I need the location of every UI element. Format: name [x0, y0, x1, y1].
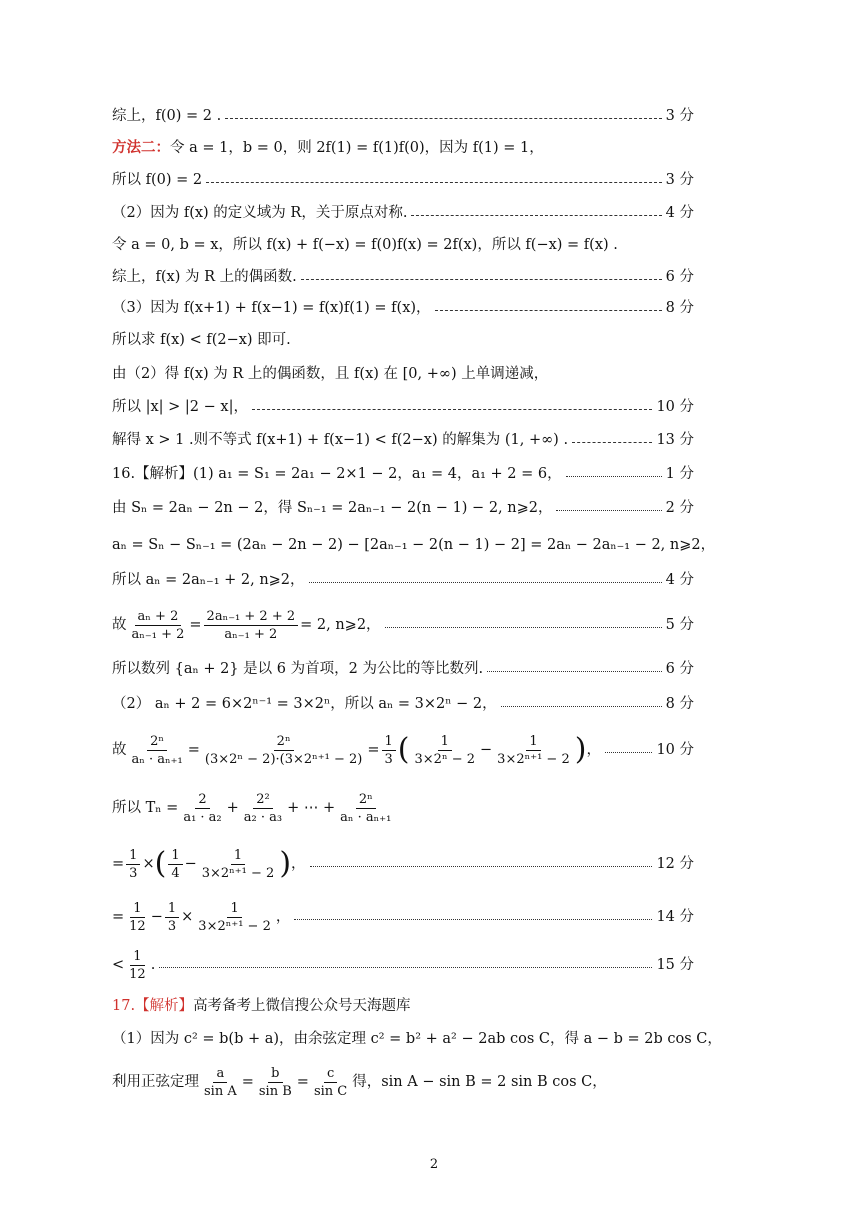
line-solution-set — [112, 430, 694, 450]
numerator: aₙ + 2 — [135, 608, 182, 626]
score-label: 8 分 — [665, 300, 694, 316]
line-prefix: 故 — [112, 617, 127, 633]
fraction — [494, 733, 573, 768]
times-sign: × — [142, 856, 155, 872]
comma: ， — [586, 742, 601, 758]
dot-leader — [310, 866, 653, 867]
numerator: 1 — [168, 847, 182, 865]
equals-sign: = — [296, 1074, 309, 1090]
line-text: 令 a = 0, b = x，所以 f(x) + f(−x) = f(0)f(x) = 2f(x)，所以 f(−x) = f(x) . — [112, 237, 618, 253]
line-text: 由（2）得 f(x) 为 R 上的偶函数，且 f(x) 在 [0, +∞) 上单调递减， — [112, 366, 549, 382]
dot-leader — [294, 919, 652, 920]
less-than-sign: < — [112, 957, 125, 973]
fraction — [201, 1065, 240, 1100]
line-an-difference — [112, 535, 716, 555]
score-label: 3 分 — [665, 108, 694, 124]
dot-leader — [159, 967, 652, 968]
numerator: 2ⁿ — [356, 791, 376, 809]
dot-leader — [309, 582, 662, 583]
left-paren: ( — [154, 846, 167, 881]
score-label: 4 分 — [665, 205, 694, 221]
denominator: sin C — [313, 1083, 348, 1099]
line-an-recurrence — [112, 570, 694, 590]
score-label: 2 分 — [665, 500, 694, 516]
numerator: a — [213, 1065, 227, 1083]
question-label: 17.【解析】 — [112, 998, 194, 1014]
line-text: 综上，f(0) = 2 . — [112, 108, 222, 124]
fraction — [180, 791, 224, 826]
line-prefix: 利用正弦定理 — [112, 1074, 199, 1090]
dot-leader — [487, 671, 662, 672]
line-text: 所以数列 {aₙ + 2} 是以 6 为首项，2 为公比的等比数列. — [112, 661, 484, 677]
numerator: 2aₙ₋₁ + 2 + 2 — [204, 608, 299, 626]
numerator: 1 — [526, 733, 540, 751]
numerator: c — [324, 1065, 337, 1083]
line-split-fraction — [112, 730, 694, 770]
fraction — [165, 900, 179, 935]
line-text: 综上，f(x) 为 R 上的偶函数. — [112, 269, 297, 285]
minus-sign: − — [184, 856, 197, 872]
denominator: 12 — [129, 918, 146, 934]
denominator: aₙ · aₙ₊₁ — [131, 751, 183, 767]
line-text: 所以 f(0) = 2 — [112, 172, 203, 188]
line-solve-inequality — [112, 330, 694, 350]
score-label: 10 分 — [656, 399, 694, 415]
dash-leader — [301, 279, 662, 280]
right-paren: ) — [574, 732, 587, 767]
denominator: sin B — [258, 1083, 292, 1099]
page-number: 2 — [429, 1157, 439, 1172]
period: . — [150, 957, 156, 973]
left-paren: ( — [397, 732, 410, 767]
line-sine-law — [112, 1062, 694, 1102]
numerator: 1 — [130, 900, 144, 918]
numerator: 1 — [438, 733, 452, 751]
equals-sign: = — [112, 909, 125, 925]
denominator: a₁ · a₂ — [183, 809, 222, 825]
fraction — [195, 900, 274, 935]
line-suffix: = 2, n⩾2， — [300, 617, 381, 633]
denominator: 3×2ⁿ⁺¹ − 2 — [201, 865, 275, 881]
line-even-function — [112, 267, 694, 287]
equals-sign: = — [187, 742, 200, 758]
fraction — [382, 733, 396, 768]
denominator: (3×2ⁿ − 2)·(3×2ⁿ⁺¹ − 2) — [204, 751, 363, 767]
fraction — [129, 733, 186, 768]
line-part2-an — [112, 694, 694, 714]
line-prefix: 故 — [112, 742, 127, 758]
fraction — [204, 608, 299, 643]
numerator: 2² — [253, 791, 272, 809]
dot-leader — [605, 752, 652, 753]
line-text: （3）因为 f(x+1) + f(x−1) = f(x)f(1) = f(x)， — [112, 300, 431, 316]
line-method-two — [112, 138, 694, 158]
score-label: 6 分 — [665, 269, 694, 285]
line-cosine-law — [112, 1029, 722, 1049]
denominator: sin A — [204, 1083, 237, 1099]
dash-leader — [411, 215, 661, 216]
dash-leader — [572, 442, 652, 443]
fraction — [126, 847, 140, 882]
score-label: 4 分 — [665, 572, 694, 588]
fraction — [168, 847, 182, 882]
dash-leader — [435, 310, 662, 311]
line-text: （2）因为 f(x) 的定义域为 R，关于原点对称. — [112, 205, 408, 221]
line-text: aₙ = Sₙ − Sₙ₋₁ = (2aₙ − 2n − 2) − [2aₙ₋₁ − 2(n − 1) − 2] = 2aₙ − 2aₙ₋₁ − 2, n⩾2， — [112, 537, 716, 553]
equals-sign: = — [112, 856, 125, 872]
dot-leader — [556, 510, 661, 511]
line-text: 高考备考上微信搜公众号天海题库 — [193, 998, 411, 1014]
denominator: 3×2ⁿ⁺¹ − 2 — [497, 751, 570, 767]
denominator: 3 — [167, 918, 177, 934]
right-paren: ) — [279, 846, 292, 881]
comma: ， — [275, 909, 291, 925]
denominator: aₙ₋₁ + 2 — [224, 626, 278, 642]
equals-sign: = — [241, 1074, 254, 1090]
numerator: b — [268, 1065, 282, 1083]
numerator: 2ⁿ — [274, 733, 294, 751]
line-domain — [112, 203, 694, 223]
denominator: 3 — [384, 751, 393, 767]
denominator: a₂ · a₃ — [243, 809, 283, 825]
fraction — [199, 847, 278, 882]
score-label: 5 分 — [665, 617, 694, 633]
dot-leader — [566, 476, 662, 477]
denominator: 3 — [129, 865, 138, 881]
line-text: 所以 |x| > |2 − x|， — [112, 399, 248, 415]
line-q17-header — [112, 996, 694, 1016]
numerator: 2 — [195, 791, 209, 809]
score-label: 3 分 — [665, 172, 694, 188]
method-label: 方法二： — [112, 139, 170, 156]
minus-sign: − — [150, 909, 163, 925]
score-label: 13 分 — [656, 432, 694, 448]
line-f0-equals-2 — [112, 170, 694, 190]
line-prefix: 所以 Tₙ = — [112, 800, 179, 816]
line-suffix: 得，sin A − sin B = 2 sin B cos C， — [352, 1074, 607, 1090]
denominator: 4 — [171, 865, 180, 881]
denominator: aₙ₋₁ + 2 — [131, 626, 185, 642]
dot-leader — [501, 706, 662, 707]
line-ratio — [112, 607, 694, 643]
dash-leader — [252, 409, 652, 410]
score-label: 15 分 — [656, 957, 694, 973]
line-text: 解得 x > 1 .则不等式 f(x+1) + f(x−1) < f(2−x) 的解集为 (1, +∞) . — [112, 432, 569, 448]
numerator: 1 — [231, 847, 245, 865]
score-label: 12 分 — [656, 856, 694, 872]
fraction — [126, 948, 149, 983]
ellipsis-sum: + ⋯ + — [287, 800, 336, 816]
line-monotonic — [112, 364, 694, 384]
fraction — [311, 1065, 350, 1100]
line-text: 16.【解析】(1) a₁ = S₁ = 2a₁ − 2×1 − 2，a₁ = 4，a₁ + 2 = 6， — [112, 466, 562, 482]
fraction — [241, 791, 285, 826]
equals-sign: = — [189, 617, 202, 633]
fraction — [202, 733, 365, 768]
comma: ， — [291, 856, 306, 872]
line-text: 由 Sₙ = 2aₙ − 2n − 2，得 Sₙ₋₁ = 2aₙ₋₁ − 2(n − 1) − 2, n⩾2， — [112, 500, 553, 516]
line-q16-part1 — [112, 464, 694, 484]
line-part3 — [112, 298, 694, 318]
dash-leader — [225, 118, 661, 119]
line-tn-simplified — [112, 897, 694, 937]
line-geometric-sequence — [112, 659, 694, 679]
score-label: 1 分 — [665, 466, 694, 482]
numerator: 1 — [126, 847, 140, 865]
line-conclusion-f0 — [112, 106, 694, 126]
fraction — [256, 1065, 295, 1100]
line-text: （1）因为 c² = b(b + a)，由余弦定理 c² = b² + a² − 2ab cos C，得 a − b = 2b cos C， — [112, 1031, 722, 1047]
denominator: 3×2ⁿ⁺¹ − 2 — [198, 918, 271, 934]
plus-sign: + — [226, 800, 239, 816]
denominator: 3×2ⁿ − 2 — [414, 751, 476, 767]
line-text: 令 a = 1，b = 0，则 2f(1) = f(1)f(0)，因为 f(1) = 1， — [170, 140, 544, 156]
score-label: 10 分 — [656, 742, 694, 758]
numerator: 1 — [130, 948, 144, 966]
minus-sign: − — [480, 742, 493, 758]
score-label: 14 分 — [656, 909, 694, 925]
times-sign: × — [181, 909, 194, 925]
dash-leader — [206, 182, 662, 183]
line-tn-bound — [112, 945, 694, 985]
line-tn-sum — [112, 788, 694, 828]
dot-leader — [385, 627, 662, 628]
score-label: 8 分 — [665, 696, 694, 712]
line-abs-inequality — [112, 397, 694, 417]
numerator: 2ⁿ — [147, 733, 167, 751]
line-tn-telescoped — [112, 844, 694, 884]
fraction — [412, 733, 479, 768]
line-text: 所以 aₙ = 2aₙ₋₁ + 2, n⩾2， — [112, 572, 305, 588]
fraction — [126, 900, 149, 935]
score-label: 6 分 — [665, 661, 694, 677]
fraction — [337, 791, 394, 826]
line-let-a-0 — [112, 235, 694, 255]
fraction — [129, 608, 188, 643]
line-text: 所以求 f(x) < f(2−x) 即可. — [112, 332, 291, 348]
denominator: 12 — [129, 966, 146, 982]
line-text: （2） aₙ + 2 = 6×2ⁿ⁻¹ = 3×2ⁿ，所以 aₙ = 3×2ⁿ − 2， — [112, 696, 497, 712]
equals-sign: = — [367, 742, 380, 758]
numerator: 1 — [165, 900, 179, 918]
line-sn-relation — [112, 498, 694, 518]
numerator: 1 — [382, 733, 396, 751]
denominator: aₙ · aₙ₊₁ — [340, 809, 392, 825]
numerator: 1 — [227, 900, 241, 918]
